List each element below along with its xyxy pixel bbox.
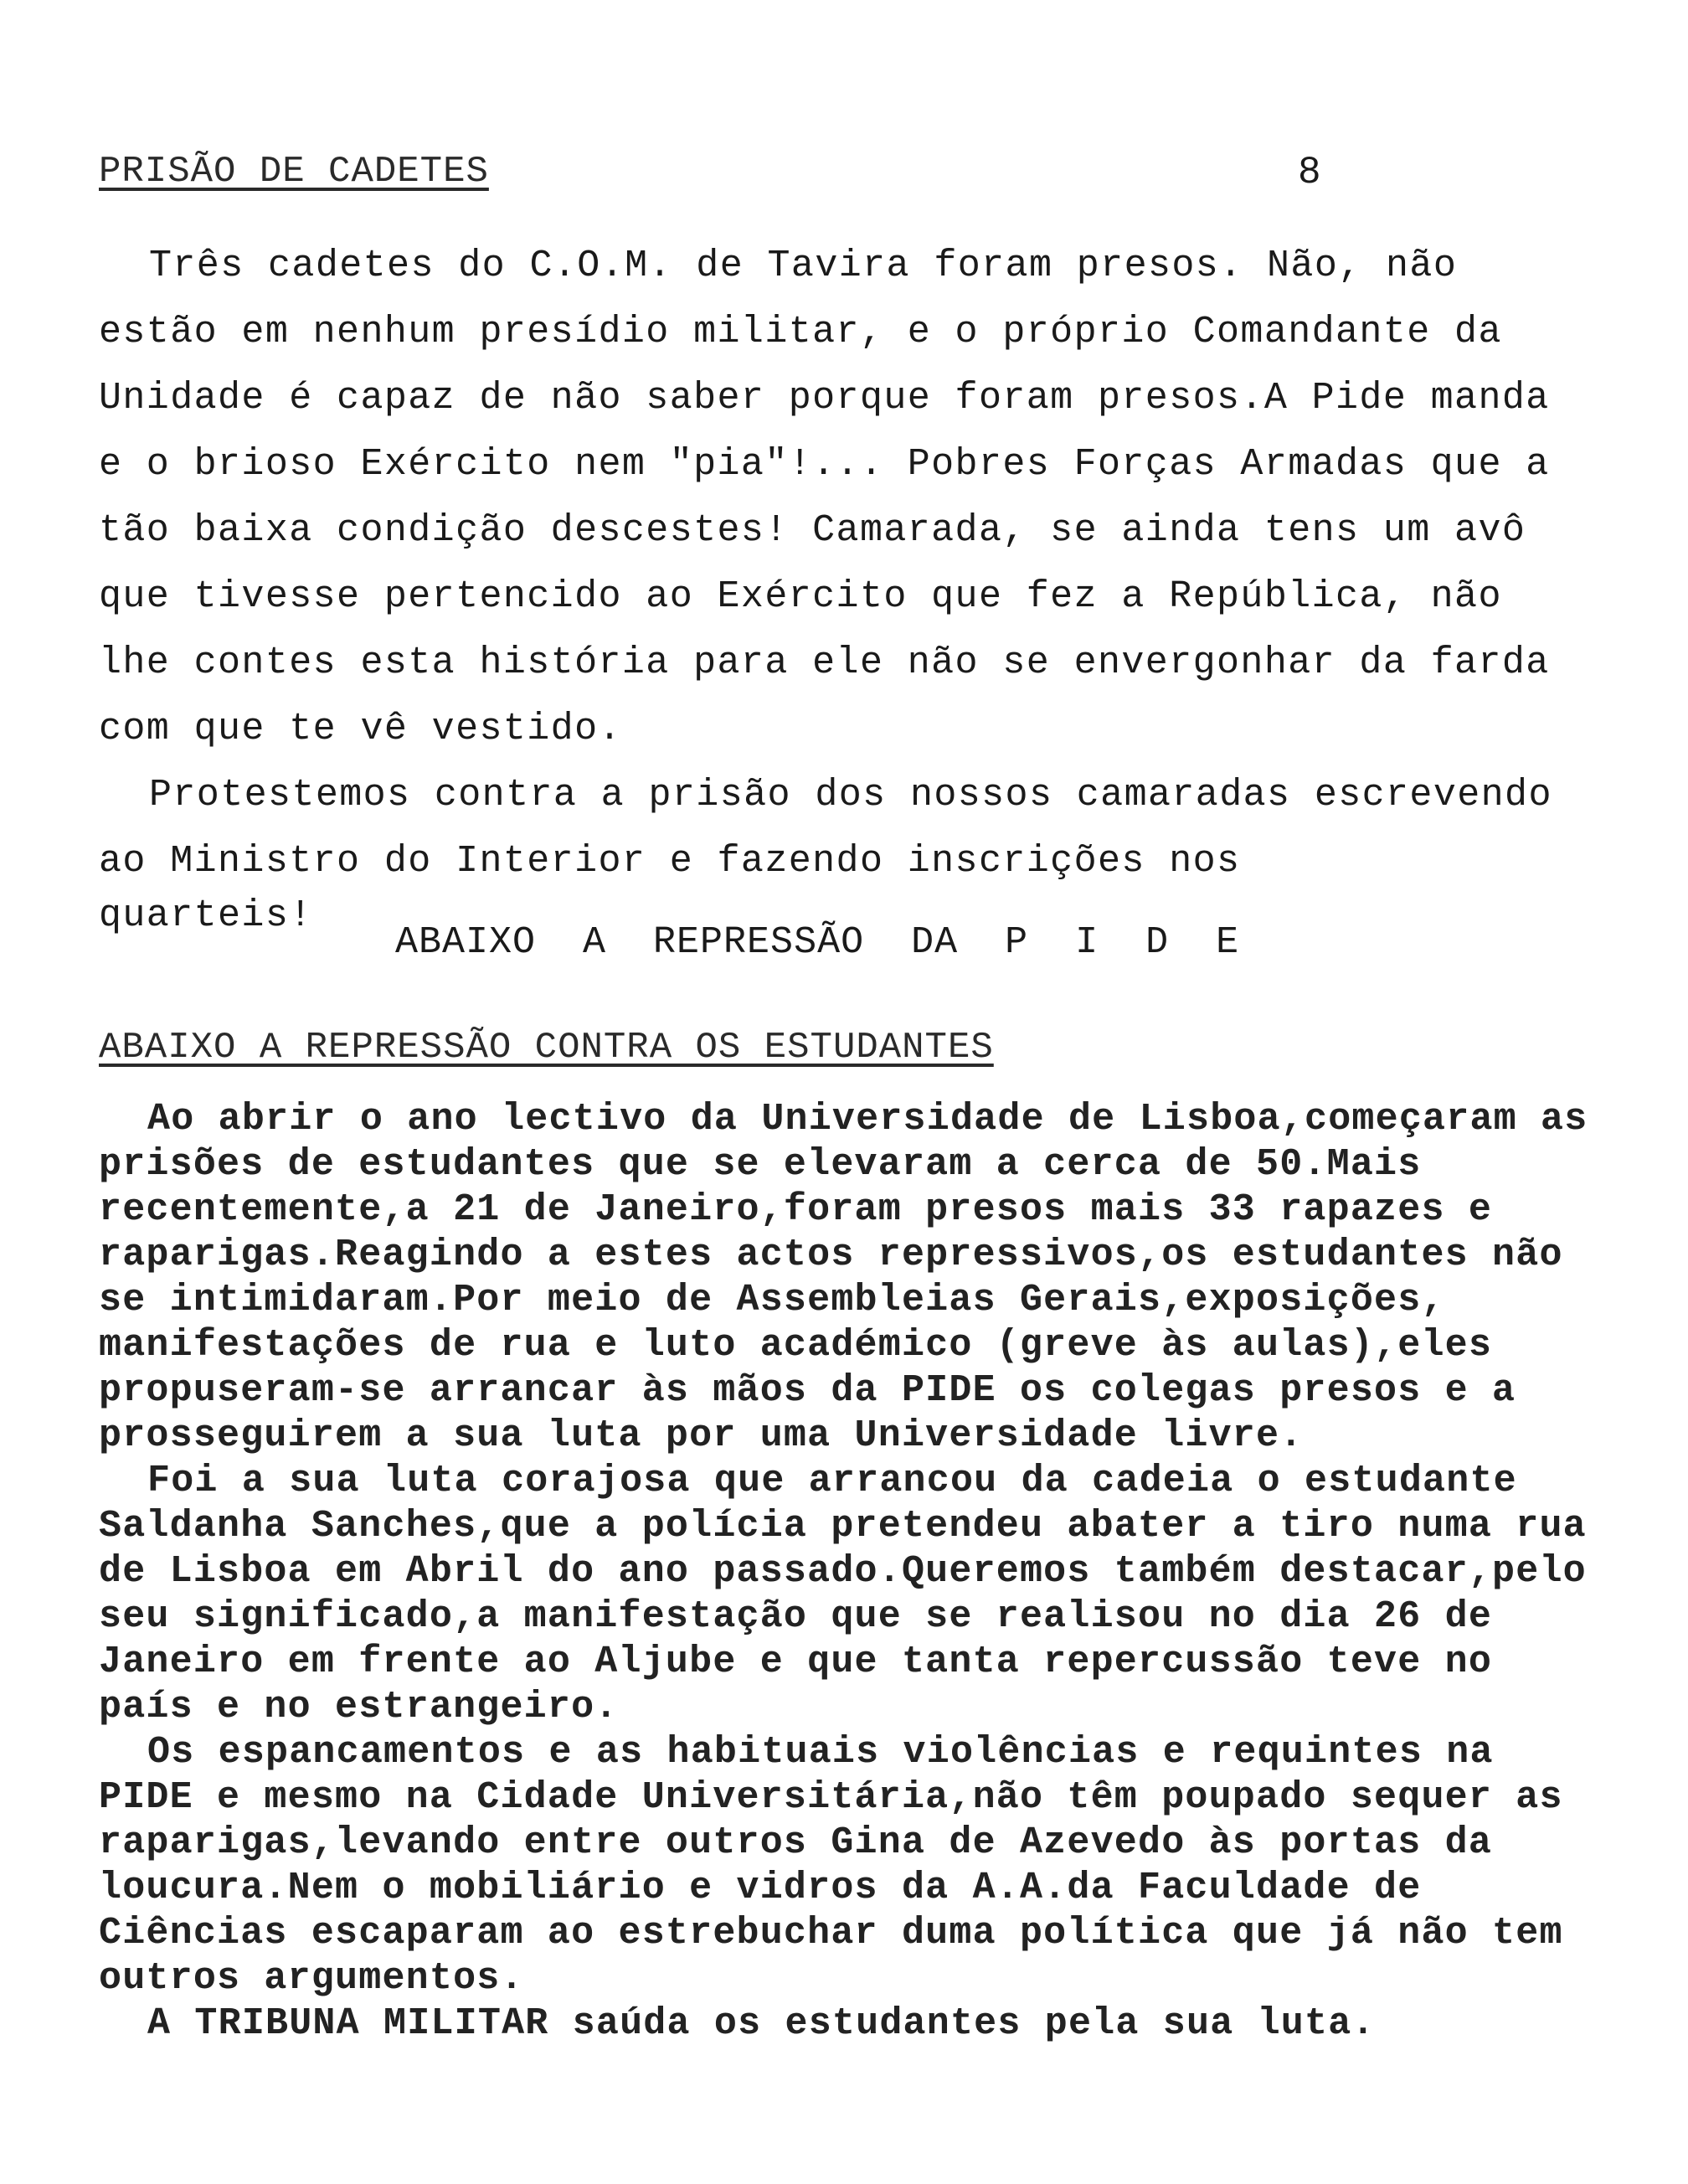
slogan-abaixo-pide: ABAIXO A REPRESSÃO DA P I D E <box>395 921 1240 964</box>
paragraph: A TRIBUNA MILITAR saúda os estudantes pela sua luta. <box>147 2002 1376 2045</box>
paragraph: Protestemos contra a prisão dos nossos camaradas escrevendo ao Ministro do Interior e fazendo inscrições nos <box>99 774 1552 883</box>
section-heading-prisao-de-cadetes: PRISÃO DE CADETES <box>99 151 489 193</box>
section-heading-repressao-estudantes: ABAIXO A REPRESSÃO CONTRA OS ESTUDANTES <box>99 1027 994 1069</box>
page-number: 8 <box>1298 151 1321 194</box>
section-cadetes-body <box>99 233 1589 894</box>
paragraph: Três cadetes do C.O.M. de Tavira foram presos. Não, não estão em nenhum presídio militar, e o próprio Comandante da Unidade é capaz de não saber porque foram presos.A Pide manda e o brioso Exército nem "pia"!... Pobres Forças Armadas que a tão baixa condição descestes! Camarada, se ainda tens um avô que tivesse pertencido ao Exército que fez a República, não lhe contes esta história para ele não se envergonhar da farda com que te vê vestido. <box>99 245 1550 750</box>
paragraph: Ao abrir o ano lectivo da Universidade de Lisboa,começaram as prisões de estudantes que se elevaram a cerca de 50.Mais recentemente,a 21 de Janeiro,foram presos mais 33 rapazes e raparigas.Reagindo a estes actos repressivos,os estudantes não se intimidaram.Por meio de Assembleias Gerais,exposições, manifestações de rua e luto académico (greve às aulas),eles propuseram-se arrancar às mãos da PIDE os colegas presos e a prosseguirem a sua luta por uma Universidade livre. <box>99 1098 1588 1457</box>
paragraph: Os espancamentos e as habituais violências e requintes na PIDE e mesmo na Cidade Universitária,não têm poupado sequer as raparigas,levando entre outros Gina de Azevedo às portas da loucura.Nem o mobiliário e vidros da A.A.da Faculdade de Ciências escaparam ao estrebuchar duma política que já não tem outros argumentos. <box>99 1731 1563 2000</box>
paragraph-tail: quarteis! <box>99 894 313 937</box>
section-estudantes-body <box>99 1097 1598 2047</box>
paragraph: Foi a sua luta corajosa que arrancou da cadeia o estudante Saldanha Sanches,que a polícia pretendeu abater a tiro numa rua de Lisboa em Abril do ano passado.Queremos também destacar,pelo seu significado,a manifestação que se realisou no dia 26 de Janeiro em frente ao Aljube e que tanta repercussão teve no país e no estrangeiro. <box>99 1460 1587 1728</box>
